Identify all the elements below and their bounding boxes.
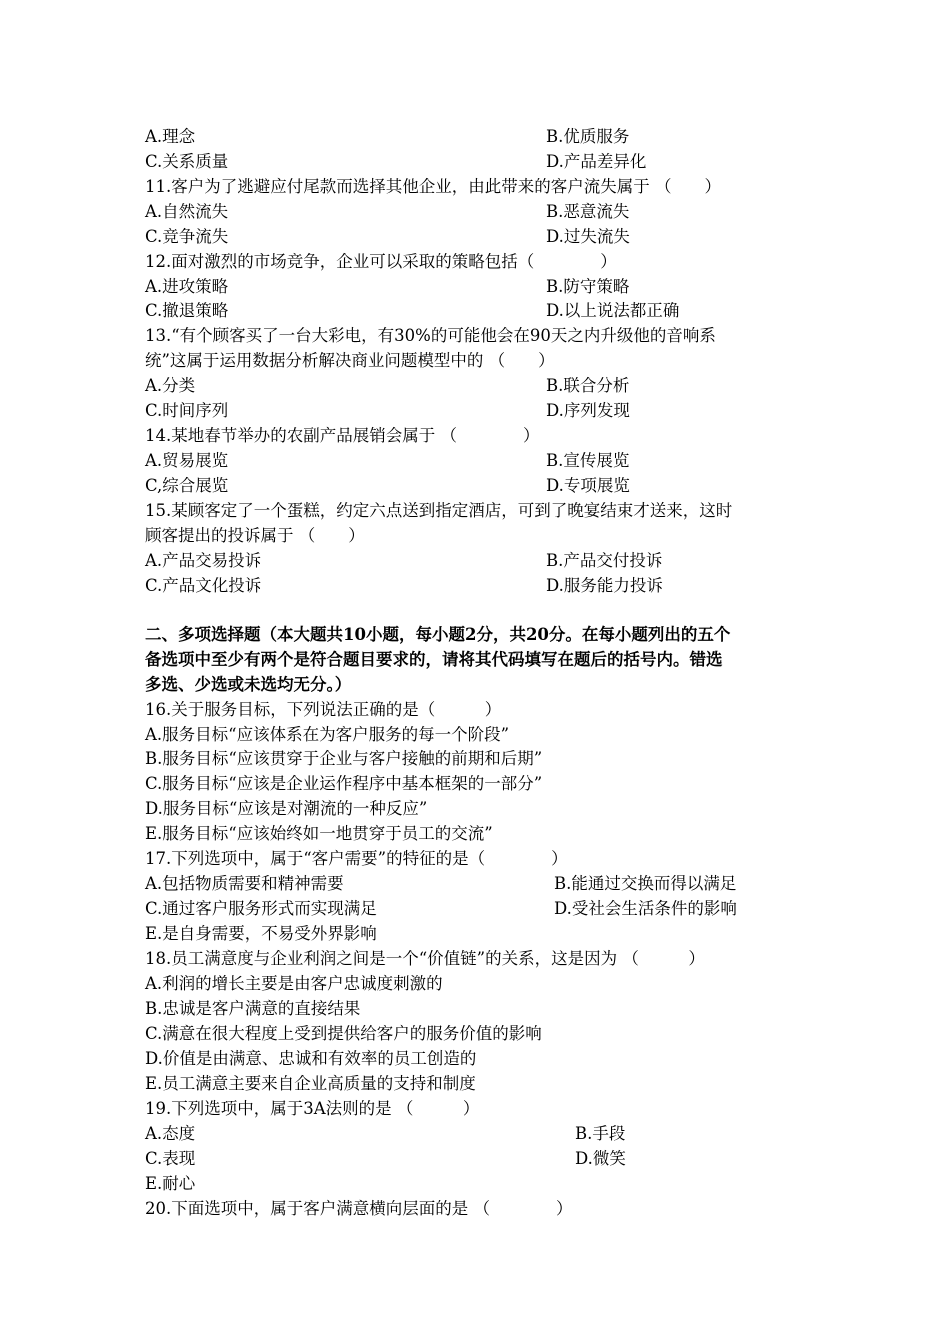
question-line: A.服务目标“应该体系在为客户服务的每一个阶段” <box>145 725 510 744</box>
option-right: B.优质服务 <box>546 127 630 146</box>
option-left: A.贸易展览 <box>145 451 229 470</box>
option-left: C.关系质量 <box>145 152 229 171</box>
option-left: C.通过客户服务形式而实现满足 <box>145 899 377 918</box>
option-row <box>145 1121 825 1146</box>
option-row <box>145 473 825 498</box>
question-line: C.满意在很大程度上受到提供给客户的服务价值的影响 <box>145 1024 542 1043</box>
option-left: A.态度 <box>145 1124 196 1143</box>
question-line: D.价值是由满意、忠诚和有效率的员工创造的 <box>145 1049 477 1068</box>
question-line: 顾客提出的投诉属于 （ ） <box>145 526 365 545</box>
section-heading-line: 二、多项选择题（本大题共10小题，每小题2分，共20分。在每小题列出的五个 <box>145 625 731 644</box>
option-right: D.产品差异化 <box>546 152 647 171</box>
section-heading-line: 备选项中至少有两个是符合题目要求的，请将其代码填写在题后的括号内。错选 <box>145 650 723 669</box>
option-left: A.产品交易投诉 <box>145 551 262 570</box>
option-left: A.自然流失 <box>145 202 229 221</box>
option-left: C.时间序列 <box>145 401 229 420</box>
question-line: 13.“有个顾客买了一台大彩电，有30%的可能他会在90天之内升级他的音响系 <box>145 326 716 345</box>
option-right: D.服务能力投诉 <box>546 576 663 595</box>
question-line: 20.下面选项中，属于客户满意横向层面的是 （ ） <box>145 1199 573 1218</box>
option-right: B.产品交付投诉 <box>546 551 663 570</box>
option-right: D.过失流失 <box>546 227 630 246</box>
option-left: C,综合展览 <box>145 476 229 495</box>
option-row <box>145 896 825 921</box>
option-right: B.宣传展览 <box>546 451 630 470</box>
option-row <box>145 298 825 323</box>
option-left: C.撤退策略 <box>145 301 229 320</box>
option-left: A.包括物质需要和精神需要 <box>145 874 344 893</box>
option-row <box>145 573 825 598</box>
question-line: 19.下列选项中，属于3A法则的是 （ ） <box>145 1099 480 1118</box>
option-right: D.序列发现 <box>546 401 630 420</box>
question-line: E.耐心 <box>145 1174 196 1193</box>
option-right: B.防守策略 <box>546 277 630 296</box>
option-row <box>145 274 825 299</box>
option-right: D.受社会生活条件的影响 <box>554 899 737 918</box>
option-left: A.理念 <box>145 127 196 146</box>
option-row <box>145 124 825 149</box>
option-row <box>145 548 825 573</box>
option-row <box>145 1146 825 1171</box>
question-line: 17.下列选项中，属于“客户需要”的特征的是（ ） <box>145 849 568 868</box>
question-line: D.服务目标“应该是对潮流的一种反应” <box>145 799 428 818</box>
question-line: E.员工满意主要来自企业高质量的支持和制度 <box>145 1074 476 1093</box>
option-row <box>145 871 825 896</box>
option-row <box>145 448 825 473</box>
question-line: B.忠诚是客户满意的直接结果 <box>145 999 361 1018</box>
option-right: B.恶意流失 <box>546 202 630 221</box>
question-line: 18.员工满意度与企业利润之间是一个“价值链”的关系，这是因为 （ ） <box>145 949 705 968</box>
question-line: B.服务目标“应该贯穿于企业与客户接触的前期和后期” <box>145 749 543 768</box>
option-right: D.以上说法都正确 <box>546 301 680 320</box>
question-line: 统”这属于运用数据分析解决商业问题模型中的 （ ） <box>145 351 555 370</box>
option-left: C.产品文化投诉 <box>145 576 262 595</box>
question-line: 15.某顾客定了一个蛋糕，约定六点送到指定酒店，可到了晚宴结束才送来，这时 <box>145 501 733 520</box>
question-line: 12.面对激烈的市场竞争，企业可以采取的策略包括（ ） <box>145 252 617 271</box>
question-line: C.服务目标“应该是企业运作程序中基本框架的一部分” <box>145 774 543 793</box>
question-line: 11.客户为了逃避应付尾款而选择其他企业，由此带来的客户流失属于 （ ） <box>145 177 721 196</box>
option-left: A.分类 <box>145 376 196 395</box>
question-line: A.利润的增长主要是由客户忠诚度刺激的 <box>145 974 443 993</box>
option-right: B.手段 <box>575 1124 626 1143</box>
option-left: C.表现 <box>145 1149 196 1168</box>
option-left: C.竞争流失 <box>145 227 229 246</box>
option-row <box>145 149 825 174</box>
option-row <box>145 373 825 398</box>
question-line: 16.关于服务目标，下列说法正确的是（ ） <box>145 700 502 719</box>
option-row <box>145 224 825 249</box>
option-left: A.进攻策略 <box>145 277 229 296</box>
question-line: E.是自身需要，不易受外界影响 <box>145 924 377 943</box>
option-right: D.专项展览 <box>546 476 630 495</box>
section-heading-line: 多选、少选或未选均无分。） <box>145 675 352 694</box>
option-right: B.联合分析 <box>546 376 630 395</box>
question-line: 14.某地春节举办的农副产品展销会属于 （ ） <box>145 426 540 445</box>
option-row <box>145 199 825 224</box>
question-line: E.服务目标“应该始终如一地贯穿于员工的交流” <box>145 824 493 843</box>
option-right: B.能通过交换而得以满足 <box>554 874 737 893</box>
option-row <box>145 398 825 423</box>
option-right: D.微笑 <box>575 1149 626 1168</box>
